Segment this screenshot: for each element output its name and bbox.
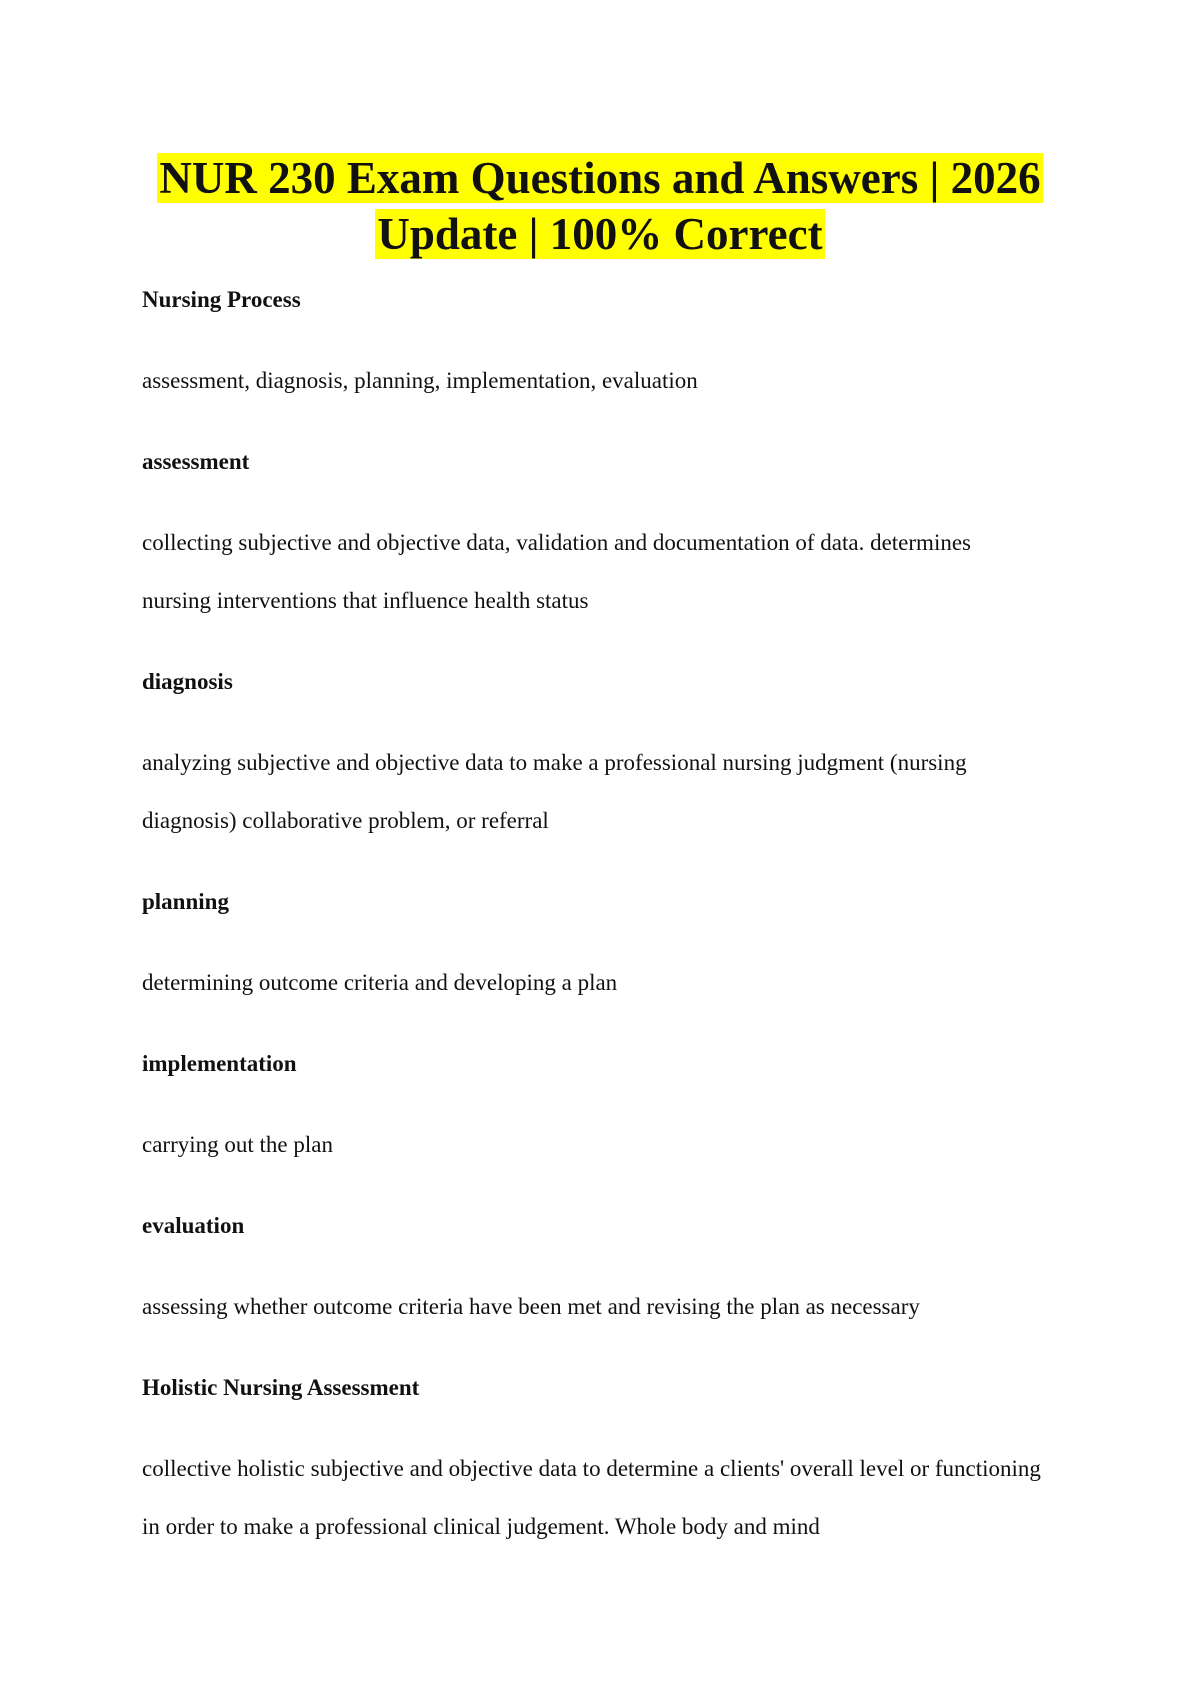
document-title-line-1: NUR 230 Exam Questions and Answers | 2026 [159,153,1041,203]
document-title-line-2: Update | 100% Correct [377,209,823,259]
term-planning: planning [142,889,229,914]
definition-diagnosis: analyzing subjective and objective data to make a professional nursing judgment (nursing diagnosis) collaborative problem, or referral [142,750,967,833]
definition-evaluation: assessing whether outcome criteria have been met and revising the plan as necessary [142,1294,920,1319]
term-diagnosis: diagnosis [142,669,233,694]
definition-assessment: collecting subjective and objective data, validation and documentation of data. determines nursing interventions that influence health status [142,530,971,613]
term-evaluation: evaluation [142,1213,245,1238]
definition-holistic-nursing-assessment: collective holistic subjective and objective data to determine a clients' overall level or functioning in order to make a professional clinical judgement. Whole body and mind [142,1456,1041,1539]
definition-implementation: carrying out the plan [142,1132,333,1157]
definition-planning: determining outcome criteria and developing a plan [142,970,618,995]
term-implementation: implementation [142,1051,297,1076]
definition-nursing-process: assessment, diagnosis, planning, implementation, evaluation [142,368,698,393]
question-answer-list [142,280,1042,1588]
term-assessment: assessment [142,449,250,474]
document-title [150,150,1050,262]
term-nursing-process: Nursing Process [142,287,301,312]
term-holistic-nursing-assessment: Holistic Nursing Assessment [142,1375,420,1400]
